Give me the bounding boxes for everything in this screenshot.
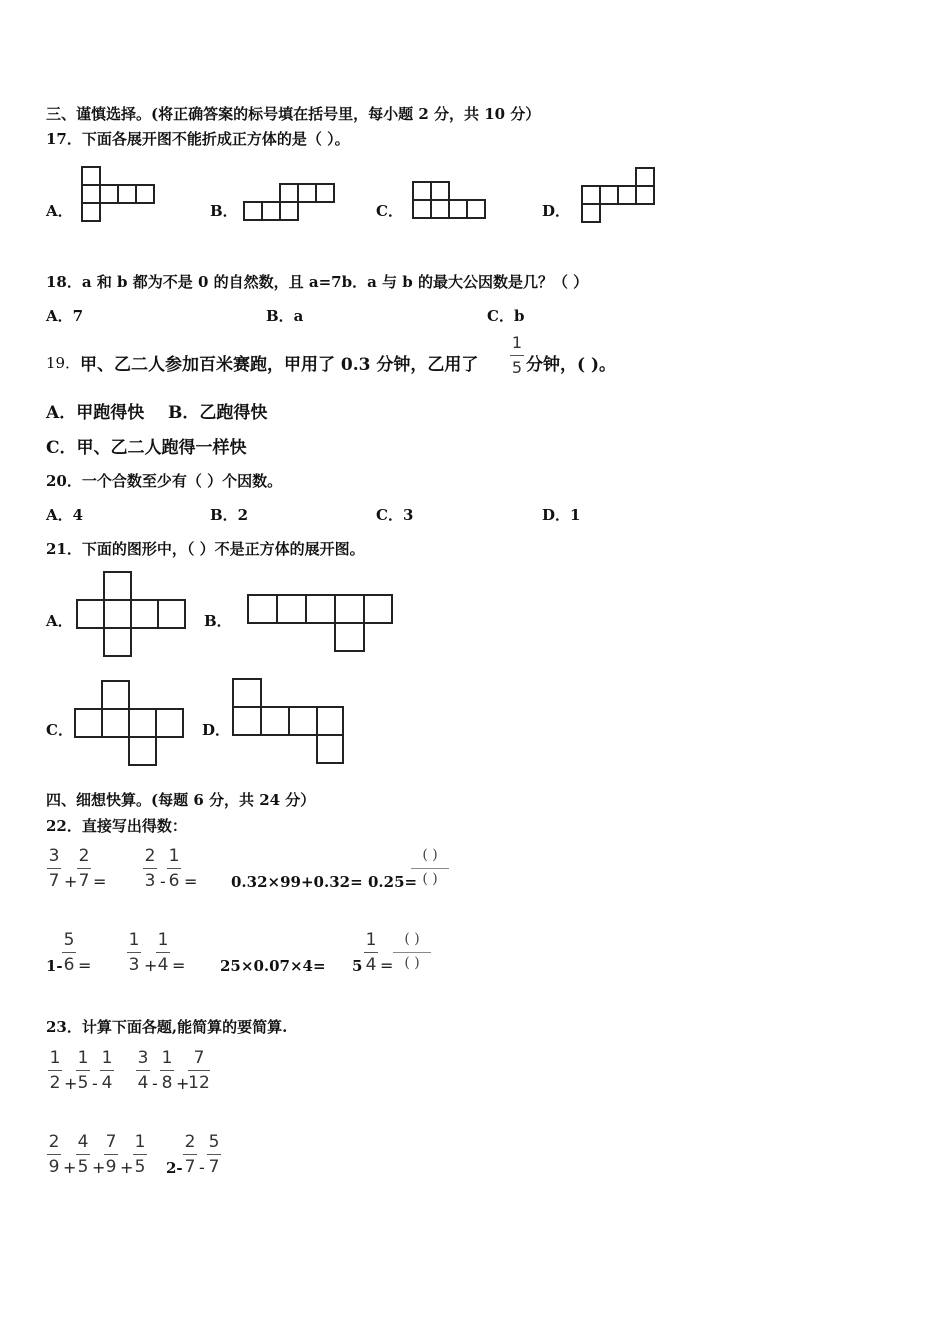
q23-r1-e1-frac-1 xyxy=(48,1047,62,1094)
equals-sign: = xyxy=(172,956,186,975)
net-square xyxy=(262,202,280,220)
q23-r2-e1-frac-1 xyxy=(47,1131,61,1178)
q19-fraction-denominator: 5 xyxy=(511,358,523,377)
net-square xyxy=(317,735,343,763)
net-square xyxy=(75,709,102,737)
net-square xyxy=(136,185,154,203)
q22-r1-e4-prefix: 0.25= xyxy=(368,873,418,891)
net-square xyxy=(636,186,654,204)
plus-sign: + xyxy=(176,1074,190,1093)
numerator: 1 xyxy=(161,1048,173,1068)
net-square xyxy=(413,200,431,218)
fraction-bar xyxy=(393,952,431,953)
q20-option-c: C．3 xyxy=(376,506,414,524)
q19-fraction-numerator: 1 xyxy=(511,333,523,352)
denominator: 7 xyxy=(184,1157,196,1177)
equals-sign: = xyxy=(380,956,394,975)
q18-option-a: A．7 xyxy=(46,307,84,325)
denominator: 5 xyxy=(77,1073,89,1093)
denominator: 4 xyxy=(365,955,377,975)
plus-sign: + xyxy=(63,1158,77,1177)
numerator: 5 xyxy=(208,1132,220,1152)
equals-sign: = xyxy=(93,872,107,891)
q19-option-a: A．甲跑得快 xyxy=(46,403,145,423)
minus-sign: - xyxy=(92,1074,98,1093)
q23-r2-e2-frac-2 xyxy=(207,1131,221,1178)
q20-option-d: D．1 xyxy=(542,506,581,524)
net-square xyxy=(600,186,618,204)
fraction-bar xyxy=(76,1070,90,1071)
blank-numerator: ( ) xyxy=(422,847,438,863)
question-21-stem: 21．下面的图形中，（ ）不是正方体的展开图。 xyxy=(46,540,365,558)
net-square xyxy=(118,185,136,203)
net-square xyxy=(129,737,156,765)
net-square xyxy=(277,595,306,623)
fraction-bar xyxy=(183,1154,197,1155)
net-square xyxy=(364,595,392,623)
section-three-title: 三、谨慎选择。(将正确答案的标号填在括号里，每小题 2 分，共 10 分） xyxy=(46,105,541,123)
numerator: 1 xyxy=(168,846,180,866)
q19-option-b: B．乙跑得快 xyxy=(168,403,268,423)
blank-denominator: ( ) xyxy=(422,871,438,887)
q22-r1-e2-frac-a xyxy=(143,845,157,892)
fraction-bar xyxy=(207,1154,221,1155)
blank-numerator: ( ) xyxy=(404,931,420,947)
numerator: 7 xyxy=(193,1048,205,1068)
q23-r2-e1-frac-2 xyxy=(76,1131,90,1178)
fraction-bar xyxy=(47,868,61,869)
q17-option-c-net xyxy=(410,180,490,224)
numerator: 2 xyxy=(144,846,156,866)
q23-r2-e2-prefix: 2- xyxy=(166,1159,183,1177)
net-square xyxy=(335,595,364,623)
q17-option-c-label: C． xyxy=(376,202,403,220)
q17-option-b-label: B． xyxy=(210,202,238,220)
numerator: 1 xyxy=(49,1048,61,1068)
question-19-text-part1: 甲、乙二人参加百米赛跑，甲用了 0.3 分钟，乙用了 xyxy=(80,355,479,375)
q23-r2-e1-frac-3 xyxy=(104,1131,118,1178)
blank-denominator: ( ) xyxy=(404,955,420,971)
question-22-stem: 22．直接写出得数： xyxy=(46,817,187,835)
question-19-text-part2: 分钟，( )。 xyxy=(526,355,617,375)
net-square xyxy=(104,572,131,600)
denominator: 8 xyxy=(161,1073,173,1093)
net-square xyxy=(129,709,156,737)
plus-sign: + xyxy=(64,872,78,891)
q21-option-c-label: C． xyxy=(46,721,73,739)
net-square xyxy=(100,185,118,203)
q17-option-a-label: A． xyxy=(46,202,73,220)
q21-option-c-net xyxy=(72,679,188,769)
fraction-bar xyxy=(47,1154,61,1155)
q23-r1-e1-frac-3 xyxy=(100,1047,114,1094)
fraction-bar xyxy=(127,952,141,953)
fraction-bar xyxy=(364,952,378,953)
net-square xyxy=(582,204,600,222)
net-square xyxy=(289,707,317,735)
q20-option-b: B．2 xyxy=(210,506,249,524)
fraction-bar xyxy=(510,355,524,356)
net-square xyxy=(467,200,485,218)
q18-option-b: B．a xyxy=(266,307,304,325)
q19-option-c: C．甲、乙二人跑得一样快 xyxy=(46,438,247,458)
q21-option-a-label: A． xyxy=(46,612,73,630)
numerator: 3 xyxy=(48,846,60,866)
q22-r2-e1-prefix: 1- xyxy=(46,957,63,975)
numerator: 1 xyxy=(157,930,169,950)
denominator: 7 xyxy=(78,871,90,891)
q21-option-d-label: D． xyxy=(202,721,231,739)
plus-sign: + xyxy=(64,1074,78,1093)
plus-sign: + xyxy=(144,956,158,975)
q22-r2-e4-frac xyxy=(364,929,378,976)
q17-option-d-label: D． xyxy=(542,202,571,220)
net-square xyxy=(317,707,343,735)
denominator: 6 xyxy=(168,871,180,891)
numerator: 2 xyxy=(184,1132,196,1152)
net-square xyxy=(131,600,158,628)
denominator: 5 xyxy=(77,1157,89,1177)
net-square xyxy=(248,595,277,623)
q20-option-a: A．4 xyxy=(46,506,84,524)
fraction-bar xyxy=(77,868,91,869)
net-square xyxy=(306,595,335,623)
minus-sign: - xyxy=(152,1074,158,1093)
denominator: 5 xyxy=(134,1157,146,1177)
denominator: 9 xyxy=(48,1157,60,1177)
q22-r2-e3: 25×0.07×4= xyxy=(220,957,326,975)
fraction-bar xyxy=(156,952,170,953)
fraction-bar xyxy=(62,952,76,953)
denominator: 12 xyxy=(188,1073,210,1093)
plus-sign: + xyxy=(92,1158,106,1177)
q17-option-d-net xyxy=(578,166,662,228)
net-square xyxy=(582,186,600,204)
q22-r2-e2-frac-a xyxy=(127,929,141,976)
q21-option-a-net xyxy=(74,570,190,660)
numerator: 1 xyxy=(77,1048,89,1068)
question-17-stem: 17．下面各展开图不能折成正方体的是（ ）。 xyxy=(46,130,350,148)
net-square xyxy=(104,600,131,628)
q22-r2-answer-blank-fraction xyxy=(393,931,431,974)
denominator: 7 xyxy=(48,871,60,891)
fraction-bar xyxy=(100,1070,114,1071)
net-square xyxy=(233,679,261,707)
denominator: 6 xyxy=(63,955,75,975)
q19-fraction xyxy=(510,332,524,379)
q22-r1-e3: 0.32×99+0.32= xyxy=(231,873,363,891)
fraction-bar xyxy=(411,868,449,869)
equals-sign: = xyxy=(184,872,198,891)
minus-sign: - xyxy=(199,1158,205,1177)
net-square xyxy=(335,623,364,651)
question-18-stem: 18．a 和 b 都为不是 0 的自然数，且 a=7b．a 与 b 的最大公因数是几？（ ） xyxy=(46,273,589,291)
q22-r1-e1-frac-b xyxy=(77,845,91,892)
numerator: 1 xyxy=(365,930,377,950)
net-square xyxy=(280,184,298,202)
denominator: 9 xyxy=(105,1157,117,1177)
q18-option-c: C．b xyxy=(487,307,525,325)
net-square xyxy=(102,681,129,709)
section-four-title: 四、细想快算。(每题 6 分，共 24 分） xyxy=(46,791,316,809)
net-square xyxy=(618,186,636,204)
fraction-bar xyxy=(188,1070,210,1071)
denominator: 7 xyxy=(208,1157,220,1177)
fraction-bar xyxy=(167,868,181,869)
q23-r2-e1-frac-4 xyxy=(133,1131,147,1178)
q17-option-b-net xyxy=(240,182,338,226)
denominator: 4 xyxy=(137,1073,149,1093)
fraction-bar xyxy=(160,1070,174,1071)
q23-r1-e2-frac-3 xyxy=(188,1047,210,1094)
net-square xyxy=(156,709,183,737)
net-square xyxy=(316,184,334,202)
numerator: 1 xyxy=(128,930,140,950)
q21-option-b-net xyxy=(246,593,396,655)
fraction-bar xyxy=(104,1154,118,1155)
net-square xyxy=(102,709,129,737)
numerator: 1 xyxy=(101,1048,113,1068)
net-square xyxy=(298,184,316,202)
q23-r2-e2-frac-1 xyxy=(183,1131,197,1178)
net-square xyxy=(636,168,654,186)
denominator: 2 xyxy=(49,1073,61,1093)
denominator: 3 xyxy=(128,955,140,975)
q22-r1-e1-frac-a xyxy=(47,845,61,892)
net-square xyxy=(77,600,104,628)
net-square xyxy=(104,628,131,656)
net-square xyxy=(82,203,100,221)
fraction-bar xyxy=(133,1154,147,1155)
q23-r1-e2-frac-1 xyxy=(136,1047,150,1094)
net-square xyxy=(82,185,100,203)
net-square xyxy=(233,707,261,735)
fraction-bar xyxy=(76,1154,90,1155)
net-square xyxy=(449,200,467,218)
q22-r2-e2-frac-b xyxy=(156,929,170,976)
question-19-number: 19． xyxy=(46,354,81,372)
numerator: 2 xyxy=(78,846,90,866)
equals-sign: = xyxy=(78,956,92,975)
numerator: 1 xyxy=(134,1132,146,1152)
net-square xyxy=(261,707,289,735)
q21-option-b-label: B． xyxy=(204,612,232,630)
numerator: 4 xyxy=(77,1132,89,1152)
numerator: 2 xyxy=(48,1132,60,1152)
q23-r1-e2-frac-2 xyxy=(160,1047,174,1094)
q22-r2-e1-frac xyxy=(62,929,76,976)
numerator: 3 xyxy=(137,1048,149,1068)
net-square xyxy=(280,202,298,220)
numerator: 5 xyxy=(63,930,75,950)
net-square xyxy=(82,167,100,185)
net-square xyxy=(158,600,185,628)
question-20-stem: 20．一个合数至少有（ ）个因数。 xyxy=(46,472,283,490)
denominator: 4 xyxy=(157,955,169,975)
net-square xyxy=(431,200,449,218)
net-square xyxy=(244,202,262,220)
denominator: 3 xyxy=(144,871,156,891)
denominator: 4 xyxy=(101,1073,113,1093)
q23-r1-e1-frac-2 xyxy=(76,1047,90,1094)
q22-r1-e2-frac-b xyxy=(167,845,181,892)
q22-r2-e4-whole: 5 xyxy=(352,957,363,975)
numerator: 7 xyxy=(105,1132,117,1152)
q17-option-a-net xyxy=(80,166,160,226)
q22-r1-answer-blank-fraction xyxy=(411,847,449,890)
fraction-bar xyxy=(143,868,157,869)
q21-option-d-net xyxy=(230,676,348,768)
question-23-stem: 23．计算下面各题,能简算的要简算. xyxy=(46,1018,288,1036)
minus-sign: - xyxy=(160,872,166,891)
plus-sign: + xyxy=(120,1158,134,1177)
net-square xyxy=(431,182,449,200)
net-square xyxy=(413,182,431,200)
fraction-bar xyxy=(48,1070,62,1071)
fraction-bar xyxy=(136,1070,150,1071)
